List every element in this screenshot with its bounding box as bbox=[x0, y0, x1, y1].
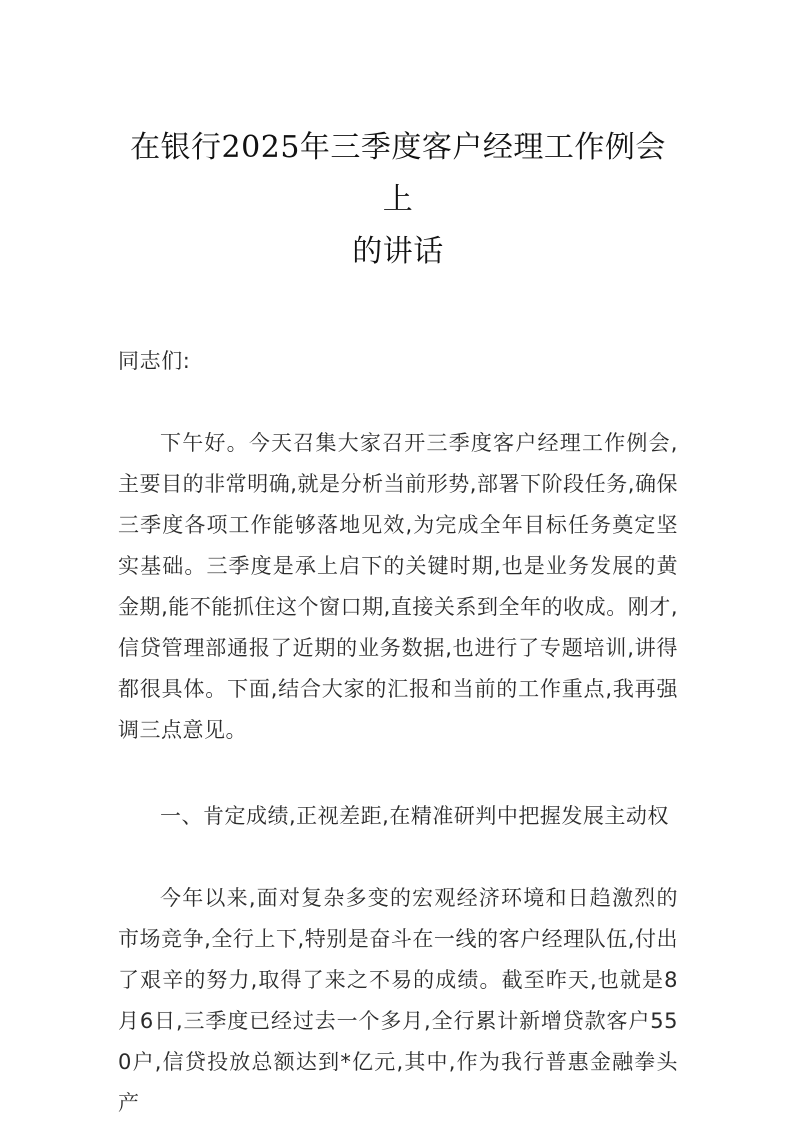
document-title-line-2: 的讲话 bbox=[352, 234, 444, 269]
document-title bbox=[118, 0, 678, 278]
paragraph-intro: 下午好。今天召集大家召开三季度客户经理工作例会,主要目的非常明确,就是分析当前形势,部署下阶段任务,确保三季度各项工作能够落地见效,为完成全年目标任务奠定坚实基础。三季度是承上启下的关键时期,也是业务发展的黄金期,能不能抓住这个窗口期,直接关系到全年的收成。刚才,信贷管理部通报了近期的业务数据,也进行了专题培训,讲得都很具体。下面,结合大家的汇报和当前的工作重点,我再强调三点意见。 bbox=[118, 431, 678, 742]
section-heading-1: 一、肯定成绩,正视差距,在精准研判中把握发展主动权 bbox=[160, 804, 669, 828]
salutation: 同志们: bbox=[118, 349, 191, 373]
document-content bbox=[118, 0, 678, 1122]
document-title-line-1: 在银行2025年三季度客户经理工作例会上 bbox=[130, 130, 666, 217]
paragraph-section-1: 今年以来,面对复杂多变的宏观经济环境和日趋激烈的市场竞争,全行上下,特别是奋斗在一线的客户经理队伍,付出了艰辛的努力,取得了来之不易的成绩。截至昨天,也就是8月6日,三季度已经过去一个多月,全行累计新增贷款客户550户,信贷投放总额达到*亿元,其中,作为我行普惠金融拳头产 bbox=[118, 886, 678, 1115]
